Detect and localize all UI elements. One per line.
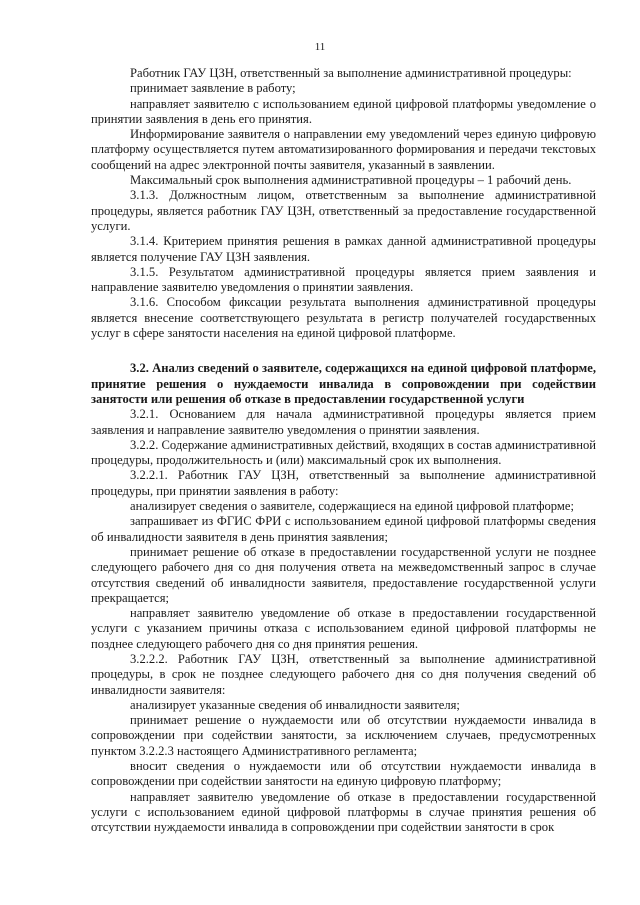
paragraph: 3.2.1. Основанием для начала административной процедуры является прием заявления и направление заявителю уведомления о принятии заявления. — [91, 407, 596, 437]
paragraph: 3.1.3. Должностным лицом, ответственным за выполнение административной процедуры, является работник ГАУ ЦЗН, ответственный за предоставление государственной услуги. — [91, 188, 596, 233]
paragraph: анализирует сведения о заявителе, содержащиеся на единой цифровой платформе; — [130, 499, 574, 514]
paragraph: Работник ГАУ ЦЗН, ответственный за выполнение административной процедуры: — [130, 66, 572, 80]
paragraph: принимает решение об отказе в предоставлении государственной услуги не позднее следующего рабочего дня со дня получения ответа на межведомственный запрос в случае отсутствия сведений об инвалидности заявителя, предоставление государственной услуги прекращается; — [91, 544, 596, 605]
document-body — [91, 66, 596, 836]
paragraph: вносит сведения о нуждаемости или об отсутствии нуждаемости инвалида в сопровождении при содействии занятости на единую цифровую платформу; — [91, 759, 596, 789]
paragraph: 3.2.2. Содержание административных действий, входящих в состав административной процедуры, продолжительность и (или) максимальный срок их выполнения. — [91, 437, 596, 468]
paragraph: направляет заявителю уведомление об отказе в предоставлении государственной услуги с указанием причины отказа с использованием единой цифровой платформы не позднее следующего рабочего дня со дня принятия решения. — [91, 606, 596, 651]
paragraph: направляет заявителю с использованием единой цифровой платформы уведомление о принятии заявления в день его принятия. — [91, 96, 596, 126]
paragraph: 3.2.2.1. Работник ГАУ ЦЗН, ответственный за выполнение административной процедуры, при принятии заявления в работу: — [91, 468, 596, 498]
paragraph: 3.1.5. Результатом административной процедуры является прием заявления и направление заявителю уведомления о принятии заявления. — [91, 264, 596, 295]
paragraph: 3.2.2.2. Работник ГАУ ЦЗН, ответственный за выполнение административной процедуры, в срок не позднее следующего рабочего дня со дня получения сведений об инвалидности заявителя: — [91, 651, 596, 697]
section-gap — [91, 341, 596, 351]
paragraph: принимает заявление в работу; — [130, 81, 296, 96]
paragraph: запрашивает из ФГИС ФРИ с использованием единой цифровой платформы сведения об инвалидности заявителя в день принятия заявления; — [91, 514, 596, 544]
paragraph: направляет заявителю уведомление об отказе в предоставлении государственной услуги с использованием единой цифровой платформы в случае принятия решения об отсутствии нуждаемости инвалида в сопровождении при содействии занятости в срок — [91, 789, 596, 835]
paragraph: Максимальный срок выполнения административной процедуры – 1 рабочий день. — [130, 173, 572, 188]
section-heading: 3.2. Анализ сведений о заявителе, содержащихся на единой цифровой платформе, принятие решения о нуждаемости инвалида в сопровождении при содействии занятости или решения об отказе в предоставлении государственной услуги — [91, 361, 596, 406]
paragraph: анализирует указанные сведения об инвалидности заявителя; — [130, 697, 460, 712]
paragraph: Информирование заявителя о направлении ему уведомлений через единую цифровую платформу осуществляется путем автоматизированного формирования и передачи текстовых сообщений на адрес электронной почты заявителя, указанный в заявлении. — [91, 127, 596, 172]
page-number: 11 — [314, 41, 326, 53]
paragraph: принимает решение о нуждаемости или об отсутствии нуждаемости инвалида в сопровождении при содействии занятости, за исключением случаев, предусмотренных пунктом 3.2.2.3 настоящего Административного регламента; — [91, 713, 596, 758]
paragraph: 3.1.6. Способом фиксации результата выполнения административной процедуры является внесение соответствующего результата в регистр получателей государственных услуг в сфере занятости населения на единой цифровой платформе. — [91, 295, 596, 341]
paragraph: 3.1.4. Критерием принятия решения в рамках данной административной процедуры является получение ГАУ ЦЗН заявления. — [91, 234, 596, 264]
